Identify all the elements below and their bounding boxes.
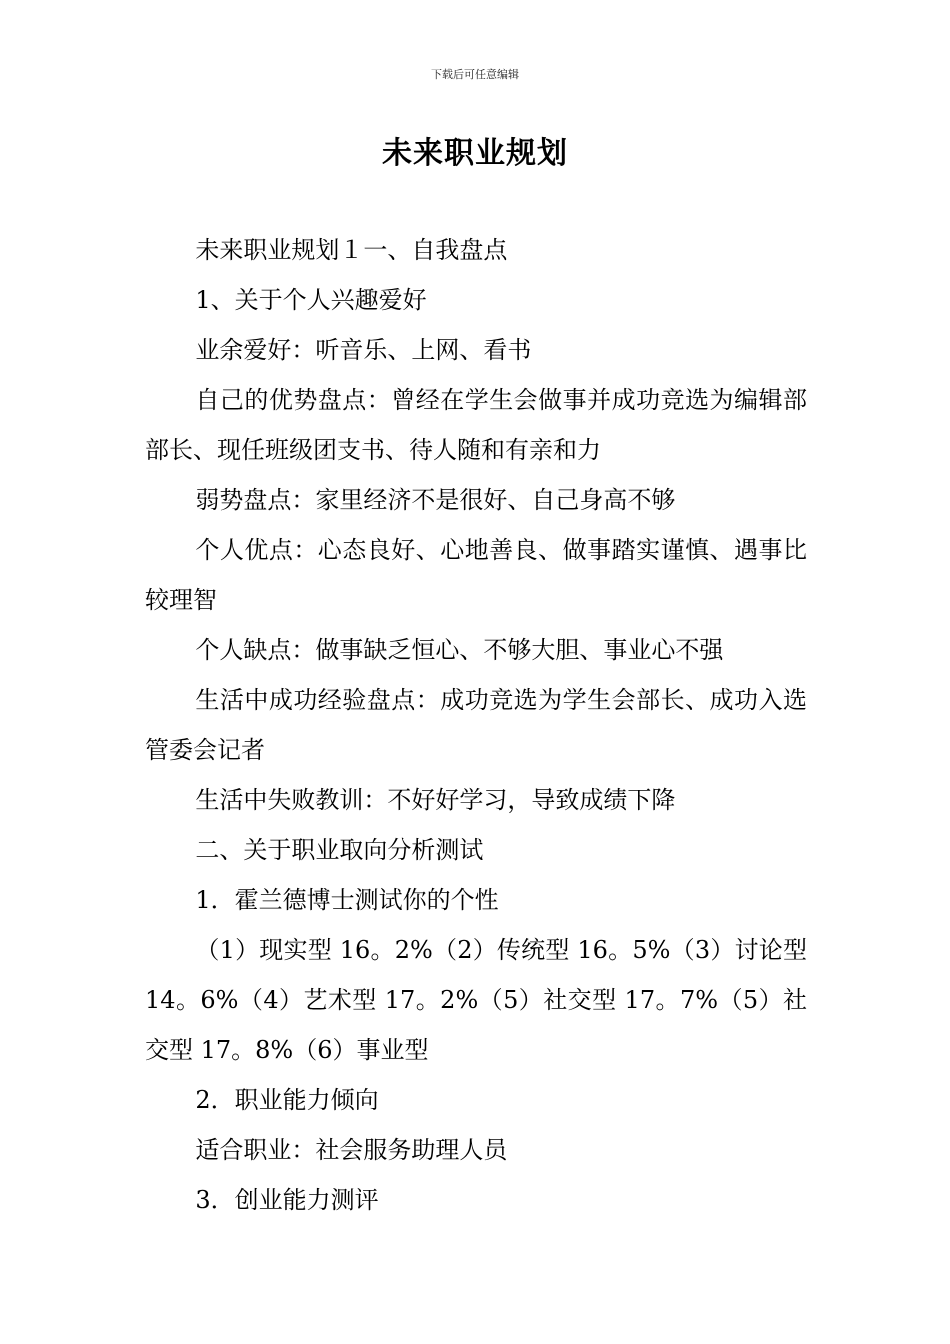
paragraph: 个人优点：心态良好、心地善良、做事踏实谨慎、遇事比较理智 [145,536,807,614]
paragraph: 未来职业规划１一、自我盘点 [195,236,508,264]
paragraph: 适合职业：社会服务助理人员 [195,1136,508,1164]
paragraph: （1）现实型 16。2%（2）传统型 16。5%（3）讨论型 14。6%（4）艺术型 17。2%（5）社交型 17。7%（5）社交型 17。8%（6）事业型 [145,936,807,1064]
paragraph: 3．创业能力测评 [195,1186,379,1214]
paragraph: 生活中失败教训：不好好学习，导致成绩下降 [195,786,676,814]
paragraph: 2．职业能力倾向 [195,1086,379,1114]
header-note: 下载后可任意编辑 [431,68,519,81]
document-body [145,225,807,1225]
paragraph: 生活中成功经验盘点：成功竞选为学生会部长、成功入选管委会记者 [145,686,807,764]
document-title: 未来职业规划 [382,136,568,171]
paragraph: 二、关于职业取向分析测试 [195,836,484,864]
paragraph: 1、关于个人兴趣爱好 [195,286,427,314]
paragraph: 个人缺点：做事缺乏恒心、不够大胆、事业心不强 [195,636,724,664]
paragraph: 业余爱好：听音乐、上网、看书 [195,336,532,364]
paragraph: 弱势盘点：家里经济不是很好、自己身高不够 [195,486,676,514]
paragraph: 1．霍兰德博士测试你的个性 [195,886,499,914]
paragraph: 自己的优势盘点：曾经在学生会做事并成功竞选为编辑部部长、现任班级团支书、待人随和有亲和力 [145,386,807,464]
